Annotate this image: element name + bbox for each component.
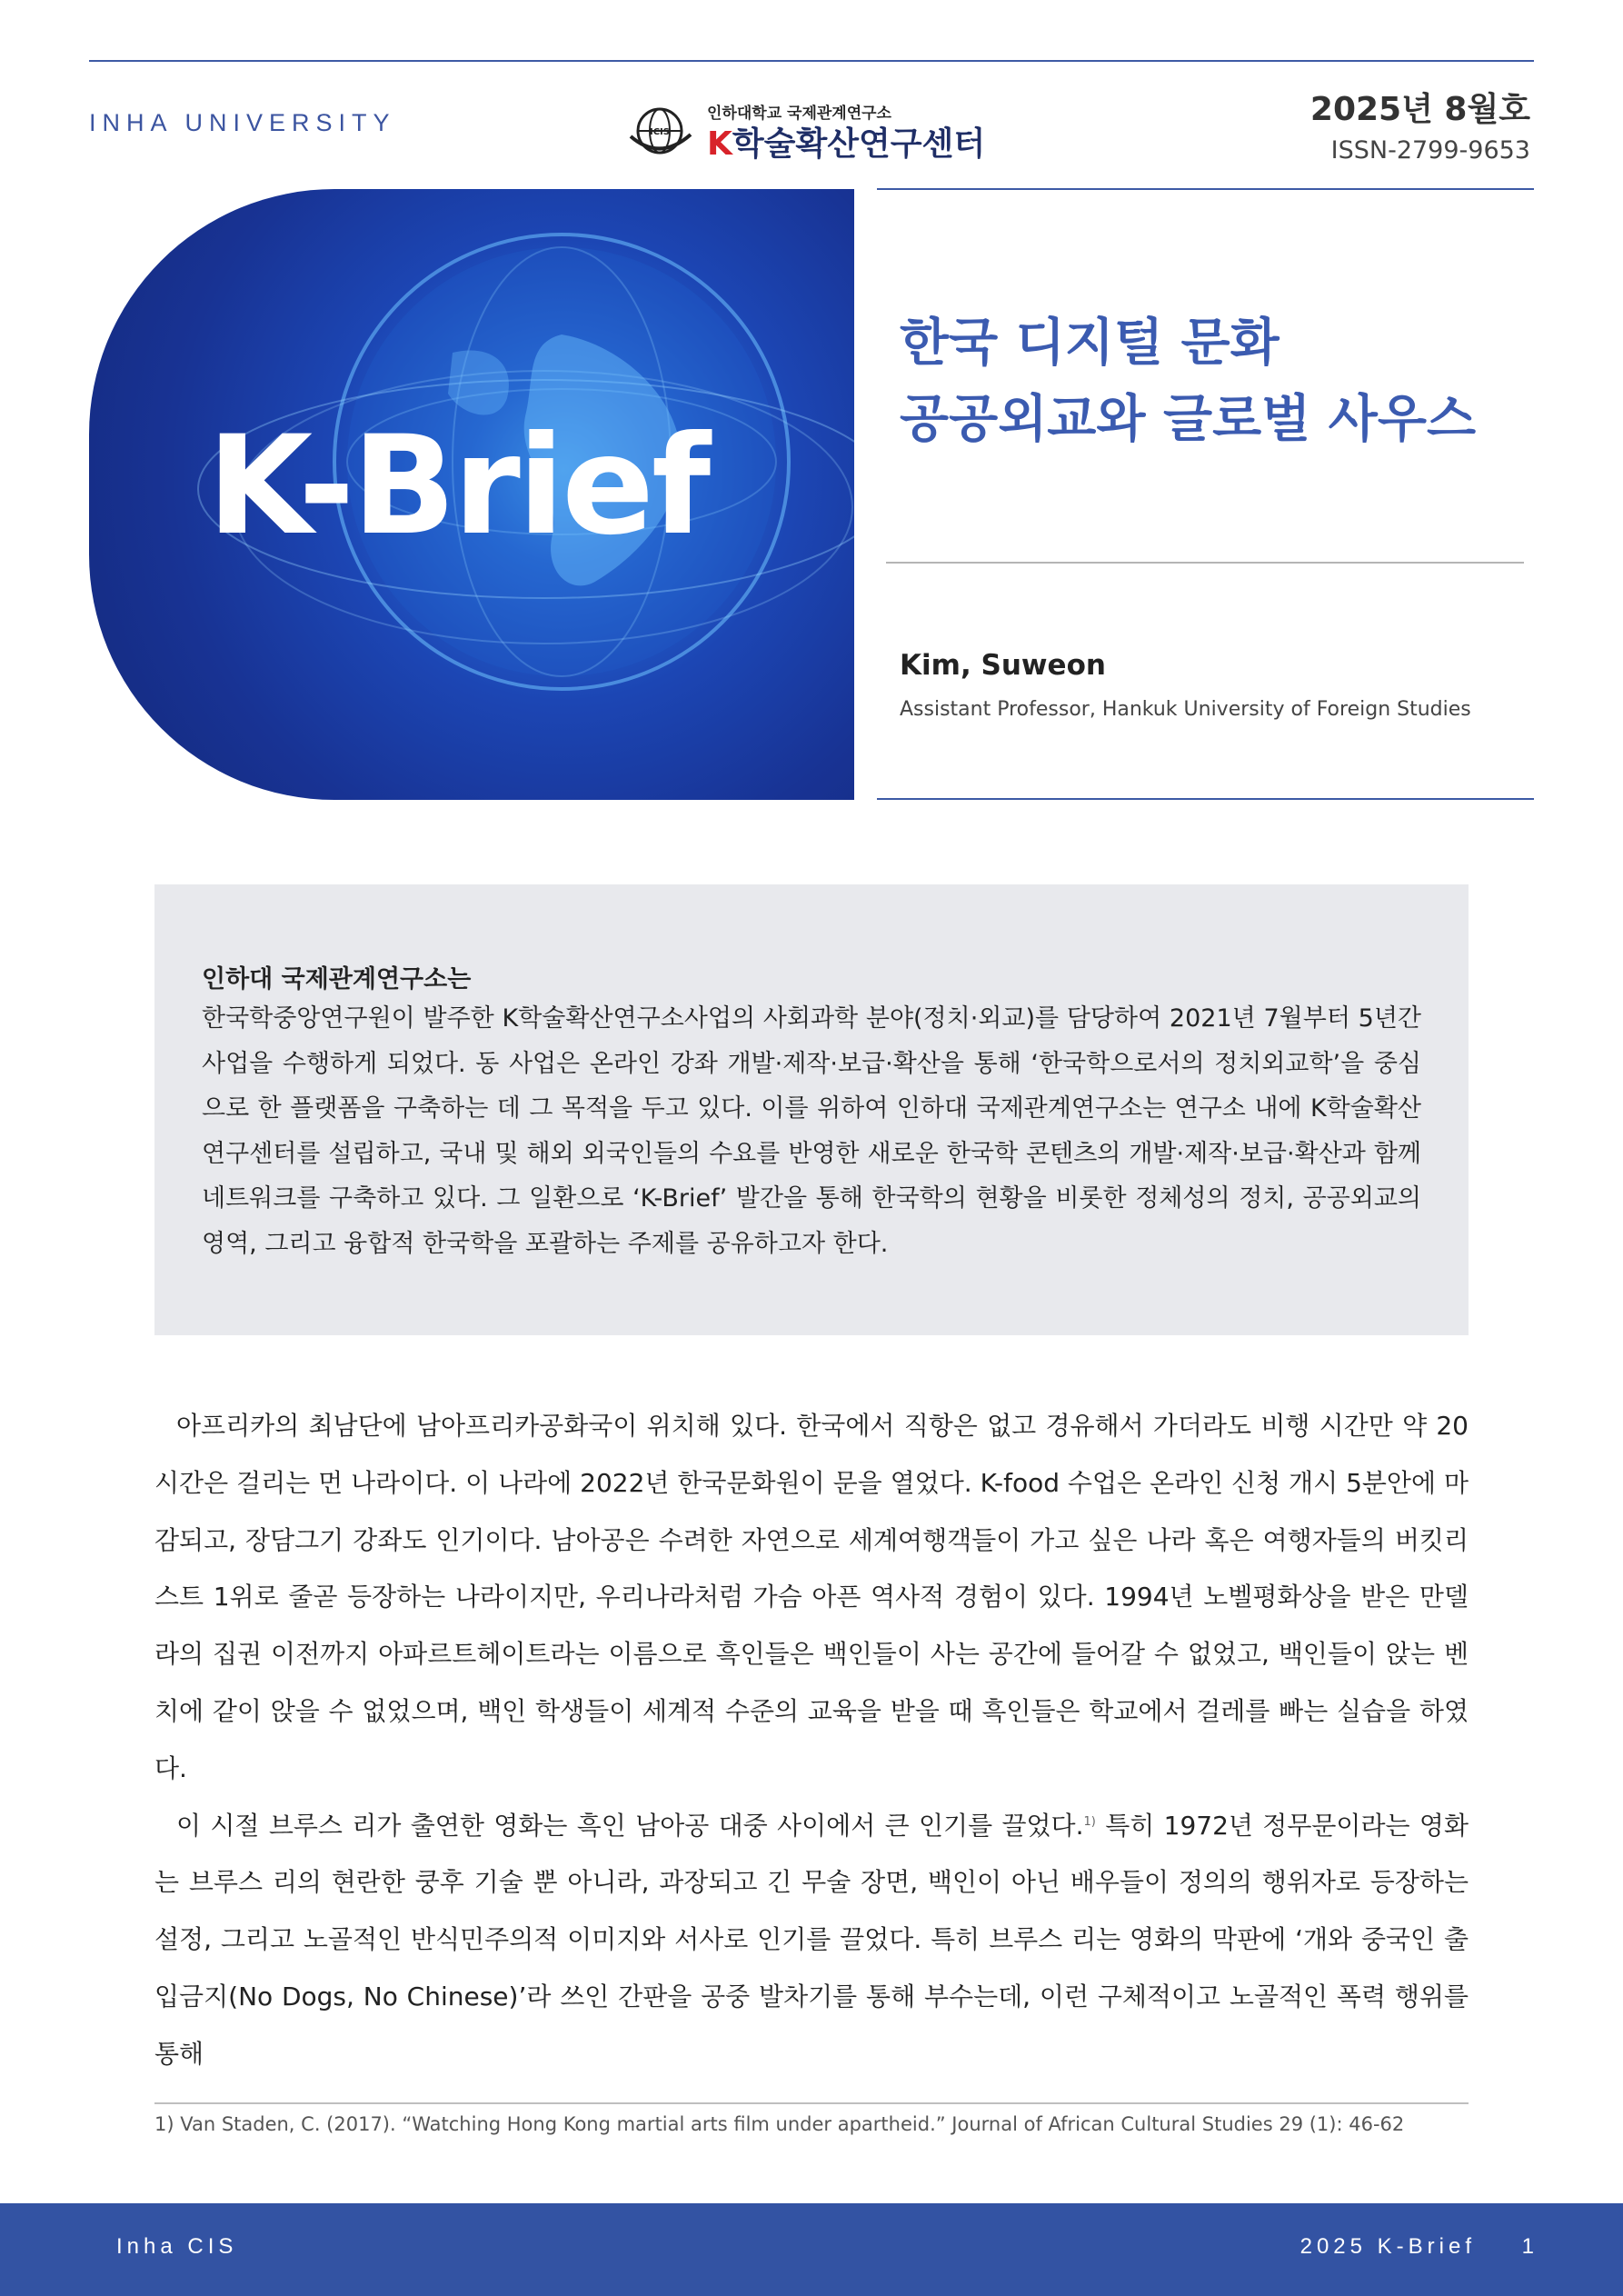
- footer-series: 2025 K-Brief: [1299, 2234, 1476, 2259]
- body-paragraph-1: 아프리카의 최남단에 남아프리카공화국이 위치해 있다. 한국에서 직항은 없고 경유해서 가더라도 비행 시간만 약 20시간은 걸리는 먼 나라이다. 이 나라에 2022년 한국문화원이 문을 열었다. K-food 수업은 온라인 신청 개시 5분안에 마감되고, 장담그기 강좌도 인기이다. 남아공은 수려한 자연으로 세계여행객들이 가고 싶은 나라 혹은 여행자들의 버킷리스트 1위로 줄곧 등장하는 나라이지만, 우리나라처럼 가슴 아픈 역사적 경험이 있다. 1994년 노벨평화상을 받은 만델라의 집권 이전까지 아파르트헤이트라는 이름으로 흑인들은 백인들이 사는 공간에 들어갈 수 없었고, 백인들이 앉는 벤치에 같이 앉을 수 없었으며, 백인 학생들이 세계적 수준의 교육을 받을 때 흑인들은 학교에서 걸레를 빠는 실습을 하였다.: [154, 1411, 1469, 1783]
- title-top-rule: [877, 188, 1534, 190]
- title-bottom-rule: [877, 798, 1534, 800]
- page-number: 1: [1521, 2234, 1534, 2259]
- university-name: INHA UNIVERSITY: [89, 109, 396, 136]
- body-paragraph-2-rest: 특히 1972년 정무문이라는 영화는 브루스 리의 현란한 쿵후 기술 뿐 아니라, 과장되고 긴 무술 장면, 백인이 아닌 배우들이 정의의 행위자로 등장하는 설정, 그리고 노골적인 반식민주의적 이미지와 서사로 인기를 끌었다. 특히 브루스 리는 영화의 막판에 ‘개와 중국인 출입금지(No Dogs, No Chinese)’라 쓰인 간판을 공중 발차기를 통해 부수는데, 이런 구체적이고 노골적인 폭력 행위를 통해: [154, 1810, 1469, 2069]
- article-body: [154, 1398, 1469, 2083]
- issue-date: 2025년 8월호: [1309, 91, 1530, 128]
- k-brief-title: K-Brief: [207, 407, 709, 565]
- author-name: Kim, Suweon: [900, 649, 1106, 682]
- title-divider: [886, 562, 1524, 564]
- author-affiliation: Assistant Professor, Hankuk University of Foreign Studies: [900, 698, 1471, 721]
- page-footer: [0, 2203, 1623, 2296]
- body-paragraph-2: [154, 1798, 1469, 2083]
- institute-info-box: [154, 884, 1469, 1335]
- footer-publisher: Inha CIS: [116, 2234, 238, 2259]
- body-paragraph-2-start: 이 시절 브루스 리가 출연한 영화는 흑인 남아공 대중 사이에서 큰 인기를 끌었다.: [176, 1810, 1084, 1841]
- logo-institute-name: 인하대학교 국제관계연구소: [707, 105, 891, 123]
- k-brief-hero-image: [89, 189, 854, 800]
- footnote-reference[interactable]: 1): [1083, 1814, 1096, 1829]
- issn-number: ISSN-2799-9653: [1330, 136, 1530, 165]
- logo-mark-text: ICIS: [650, 127, 670, 137]
- top-rule: [89, 60, 1534, 62]
- center-logo: [627, 95, 1009, 167]
- footnote-divider: [154, 2102, 1469, 2104]
- logo-center-name: [707, 118, 985, 165]
- info-box-heading: 인하대 국제관계연구소는: [202, 965, 472, 993]
- logo-k-letter: K: [707, 125, 732, 163]
- globe-logo-icon: [627, 100, 696, 164]
- logo-center-text: 학술확산연구센터: [732, 125, 986, 163]
- article-title: [900, 305, 1536, 458]
- article-title-line-2: 공공외교와 글로벌 사우스: [900, 390, 1477, 449]
- footnote-1: 1) Van Staden, C. (2017). “Watching Hong Kong martial arts film under apartheid.” Journal of African Cultural Studies 29 (1): 46-62: [154, 2113, 1405, 2135]
- article-title-line-1: 한국 디지털 문화: [900, 314, 1279, 373]
- info-box-text: 한국학중앙연구원이 발주한 K학술확산연구소사업의 사회과학 분야(정치·외교)를 담당하여 2021년 7월부터 5년간 사업을 수행하게 되었다. 동 사업은 온라인 강좌 개발·제작·보급·확산을 통해 ‘한국학으로서의 정치외교학’을 중심으로 한 플랫폼을 구축하는 데 그 목적을 두고 있다. 이를 위하여 인하대 국제관계연구소는 연구소 내에 K학술확산연구센터를 설립하고, 국내 및 해외 외국인들의 수요를 반영한 새로운 한국학 콘텐츠의 개발·제작·보급·확산과 함께 네트워크를 구축하고 있다. 그 일환으로 ‘K-Brief’ 발간을 통해 한국학의 현황을 비롯한 정체성의 정치, 공공외교의 영역, 그리고 융합적 한국학을 포괄하는 주제를 공유하고자 한다.: [202, 1004, 1421, 1258]
